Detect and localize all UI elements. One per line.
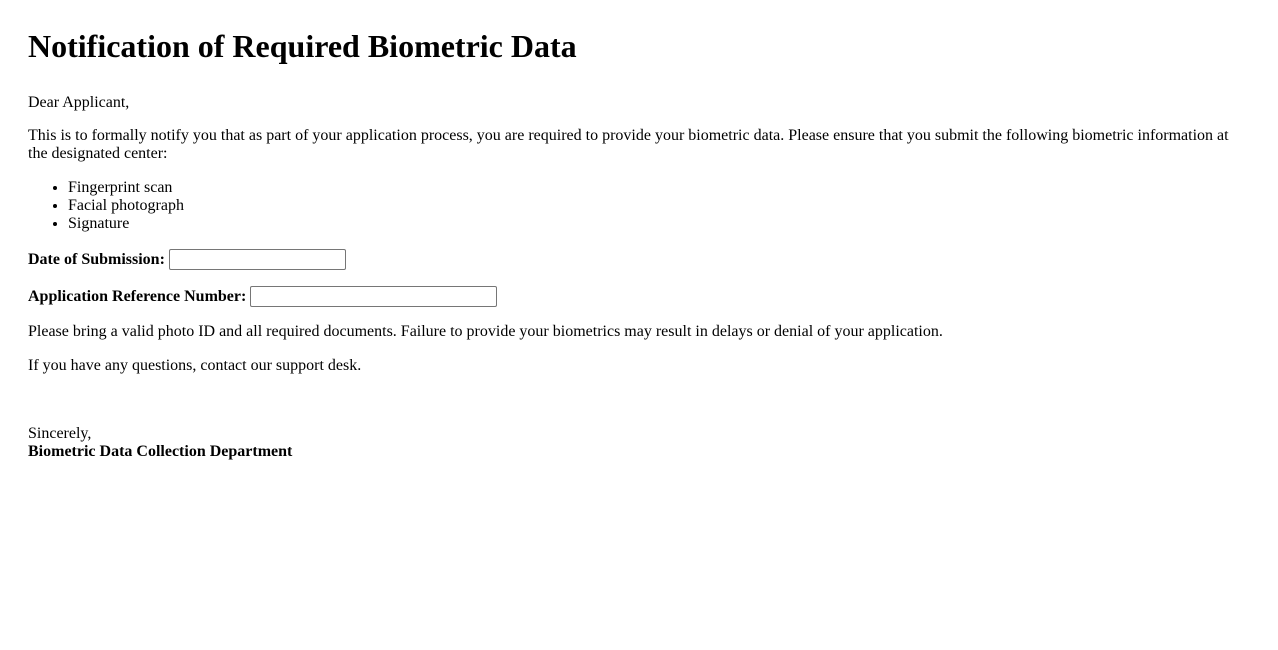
reference-field-row [28, 286, 1250, 307]
spacer [28, 391, 1250, 425]
intro-paragraph: This is to formally notify you that as part of your application process, you are required to provide your biometric data. Please ensure that you submit the following biometric information at the designated center: [28, 127, 1229, 162]
greeting-text: Dear Applicant, [28, 94, 130, 111]
list-item: • Fingerprint scan [68, 179, 1250, 197]
instructions-paragraph: Please bring a valid photo ID and all required documents. Failure to provide your biometrics may result in delays or denial of your application. [28, 323, 943, 340]
list-item: • Facial photograph [68, 197, 1250, 215]
contact-paragraph: If you have any questions, contact our support desk. [28, 357, 362, 374]
date-field-row [28, 249, 1250, 270]
list-item: • Signature [68, 215, 1250, 233]
closing-text: Sincerely, [28, 425, 92, 442]
application-reference-input[interactable] [250, 286, 497, 307]
reference-label: Application Reference Number: [28, 287, 247, 305]
date-of-submission-input[interactable] [169, 249, 346, 270]
department-signature: Biometric Data Collection Department [28, 443, 293, 460]
date-label: Date of Submission: [28, 250, 165, 268]
requirements-list [28, 179, 1250, 233]
page-title: Notification of Required Biometric Data [28, 28, 577, 64]
